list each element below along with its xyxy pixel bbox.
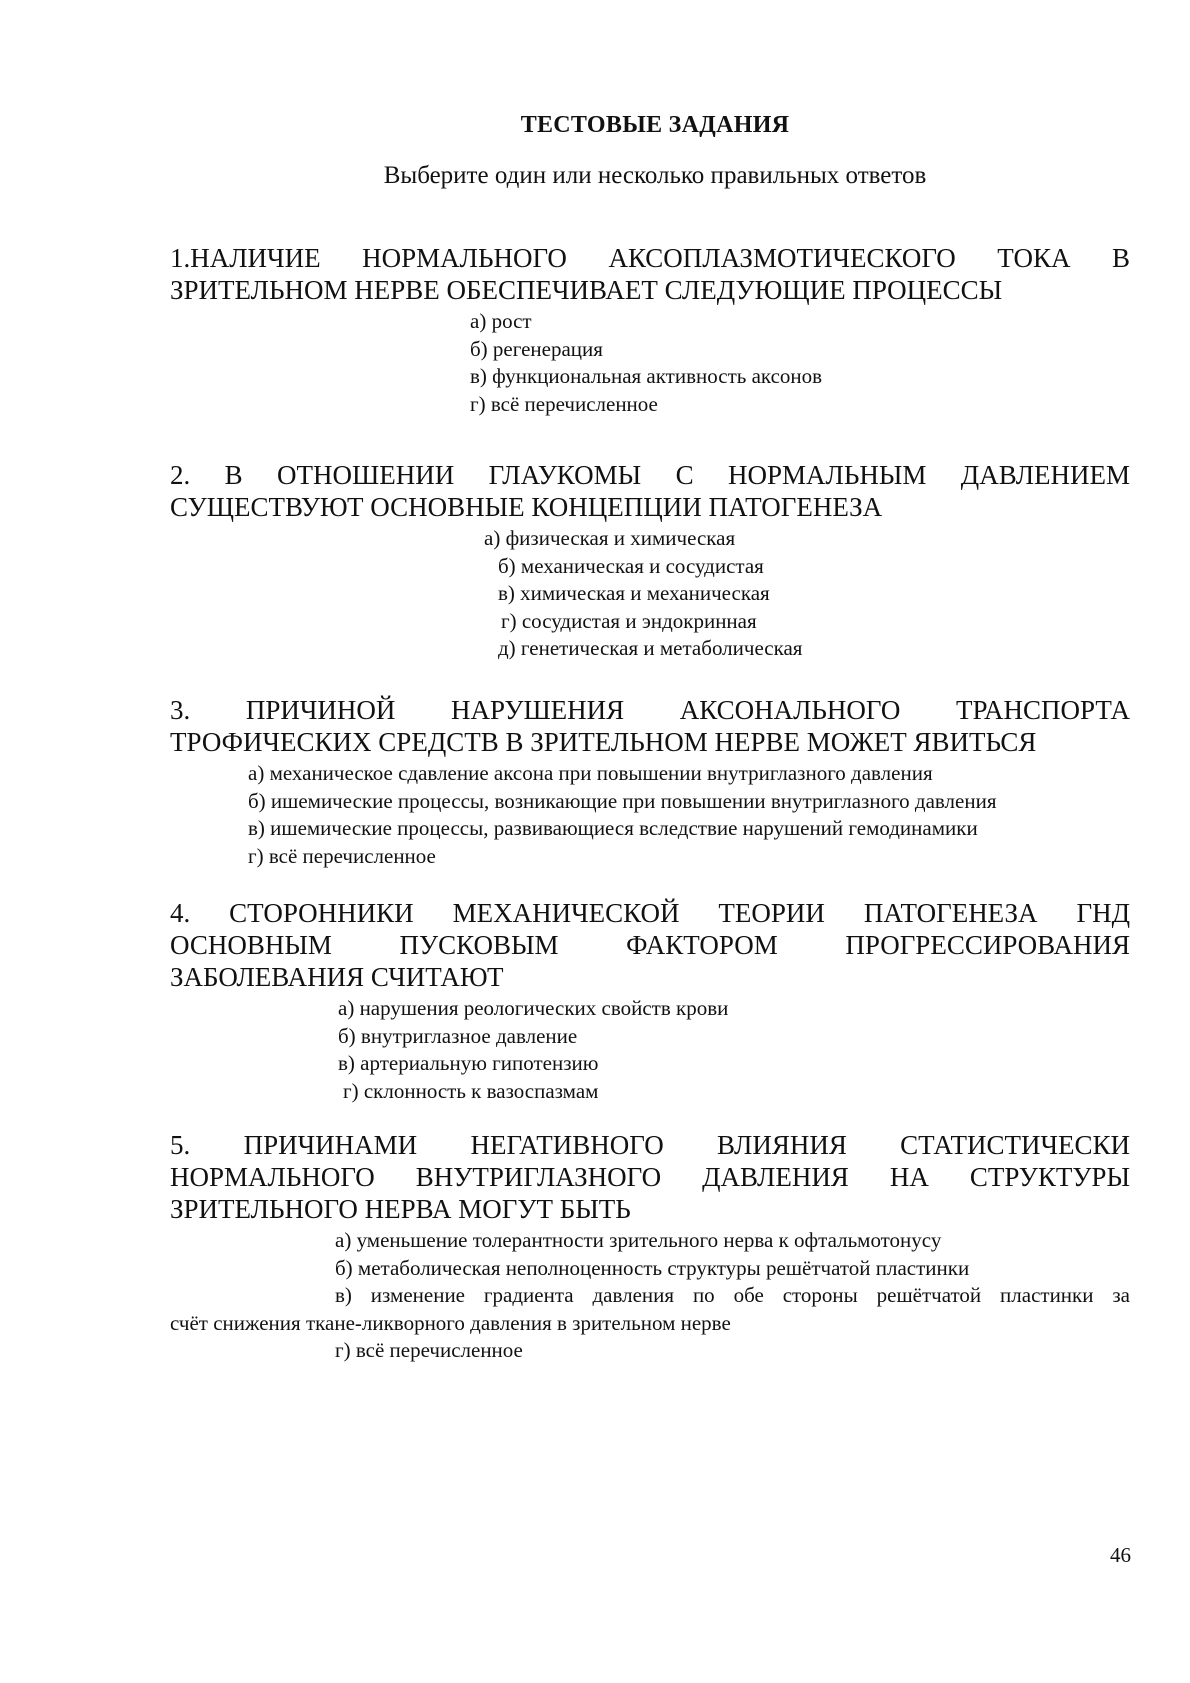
answer-option: а) уменьшение толерантности зрительного нерва к офтальмотонусу (335, 1228, 942, 1252)
question-2 (170, 459, 1130, 663)
question-3 (170, 694, 1130, 870)
answer-option: б) метаболическая неполноценность структуры решётчатой пластинки (335, 1255, 970, 1280)
answer-option: г) всё перечисленное (248, 843, 436, 868)
question-line: НОРМАЛЬНОГО ВНУТРИГЛАЗНОГО ДАВЛЕНИЯ НА СТРУКТУРЫ (170, 1162, 1130, 1192)
answer-options (170, 308, 1130, 418)
answer-option-continuation: счёт снижения ткане-ликворного давления в зрительном нерве (170, 1310, 731, 1335)
answer-option: б) регенерация (470, 336, 603, 361)
answer-option: в) химическая и механическая (498, 581, 770, 605)
answer-option: а) физическая и химическая (484, 526, 736, 550)
answer-option: г) всё перечисленное (470, 391, 658, 416)
page-subtitle: Выберите один или несколько правильных ответов (383, 162, 927, 189)
question-text (170, 459, 1130, 523)
question-line: СУЩЕСТВУЮТ ОСНОВНЫЕ КОНЦЕПЦИИ ПАТОГЕНЕЗА (170, 492, 883, 522)
question-line: 2. В ОТНОШЕНИИ ГЛАУКОМЫ С НОРМАЛЬНЫМ ДАВЛЕНИЕМ (170, 460, 1130, 490)
answer-option: г) сосудистая и эндокринная (501, 608, 757, 633)
question-line: 1.НАЛИЧИЕ НОРМАЛЬНОГО АКСОПЛАЗМОТИЧЕСКОГО ТОКА В (170, 243, 1130, 273)
answer-option: г) склонность к вазоспазмам (343, 1078, 599, 1103)
answer-option: г) всё перечисленное (335, 1338, 523, 1362)
answer-option: б) ишемические процессы, возникающие при повышении внутриглазного давления (248, 788, 997, 813)
question-line: 3. ПРИЧИНОЙ НАРУШЕНИЯ АКСОНАЛЬНОГО ТРАНСПОРТА (170, 695, 1130, 725)
question-4 (170, 897, 1130, 1105)
answer-options (170, 525, 1130, 663)
answer-option: а) механическое сдавление аксона при повышении внутриглазного давления (248, 761, 933, 785)
page-title: ТЕСТОВЫЕ ЗАДАНИЯ (520, 112, 790, 138)
question-line: 5. ПРИЧИНАМИ НЕГАТИВНОГО ВЛИЯНИЯ СТАТИСТИЧЕСКИ (170, 1130, 1130, 1160)
answer-option: б) механическая и сосудистая (498, 553, 764, 578)
question-line: ЗРИТЕЛЬНОМ НЕРВЕ ОБЕСПЕЧИВАЕТ СЛЕДУЮЩИЕ ПРОЦЕССЫ (170, 275, 1003, 305)
answer-option: в) функциональная активность аксонов (470, 364, 823, 388)
question-line: 4. СТОРОННИКИ МЕХАНИЧЕСКОЙ ТЕОРИИ ПАТОГЕНЕЗА ГНД (170, 898, 1130, 928)
answer-option: в) ишемические процессы, развивающиеся вследствие нарушений гемодинамики (248, 816, 978, 840)
question-line: ТРОФИЧЕСКИХ СРЕДСТВ В ЗРИТЕЛЬНОМ НЕРВЕ МОЖЕТ ЯВИТЬСЯ (170, 727, 1037, 757)
question-line: ЗРИТЕЛЬНОГО НЕРВА МОГУТ БЫТЬ (170, 1194, 631, 1224)
answer-options (170, 995, 1130, 1105)
question-line: ОСНОВНЫМ ПУСКОВЫМ ФАКТОРОМ ПРОГРЕССИРОВАНИЯ (170, 930, 1130, 960)
question-text (170, 242, 1130, 306)
question-5 (170, 1129, 1130, 1365)
page-number: 46 (1110, 1543, 1131, 1567)
question-1 (170, 242, 1130, 418)
question-line: ЗАБОЛЕВАНИЯ СЧИТАЮТ (170, 962, 504, 992)
answer-option: д) генетическая и метаболическая (498, 636, 803, 660)
answer-option: а) рост (470, 309, 532, 333)
question-text (170, 897, 1130, 993)
answer-option: в) изменение градиента давления по обе стороны решётчатой пластинки за (335, 1283, 1130, 1307)
question-text (170, 1129, 1130, 1225)
answer-option: а) нарушения реологических свойств крови (338, 996, 729, 1020)
answer-options (170, 760, 1130, 870)
answer-options (170, 1227, 1130, 1365)
question-text (170, 694, 1130, 758)
answer-option: в) артериальную гипотензию (338, 1051, 599, 1075)
answer-option: б) внутриглазное давление (338, 1023, 578, 1048)
